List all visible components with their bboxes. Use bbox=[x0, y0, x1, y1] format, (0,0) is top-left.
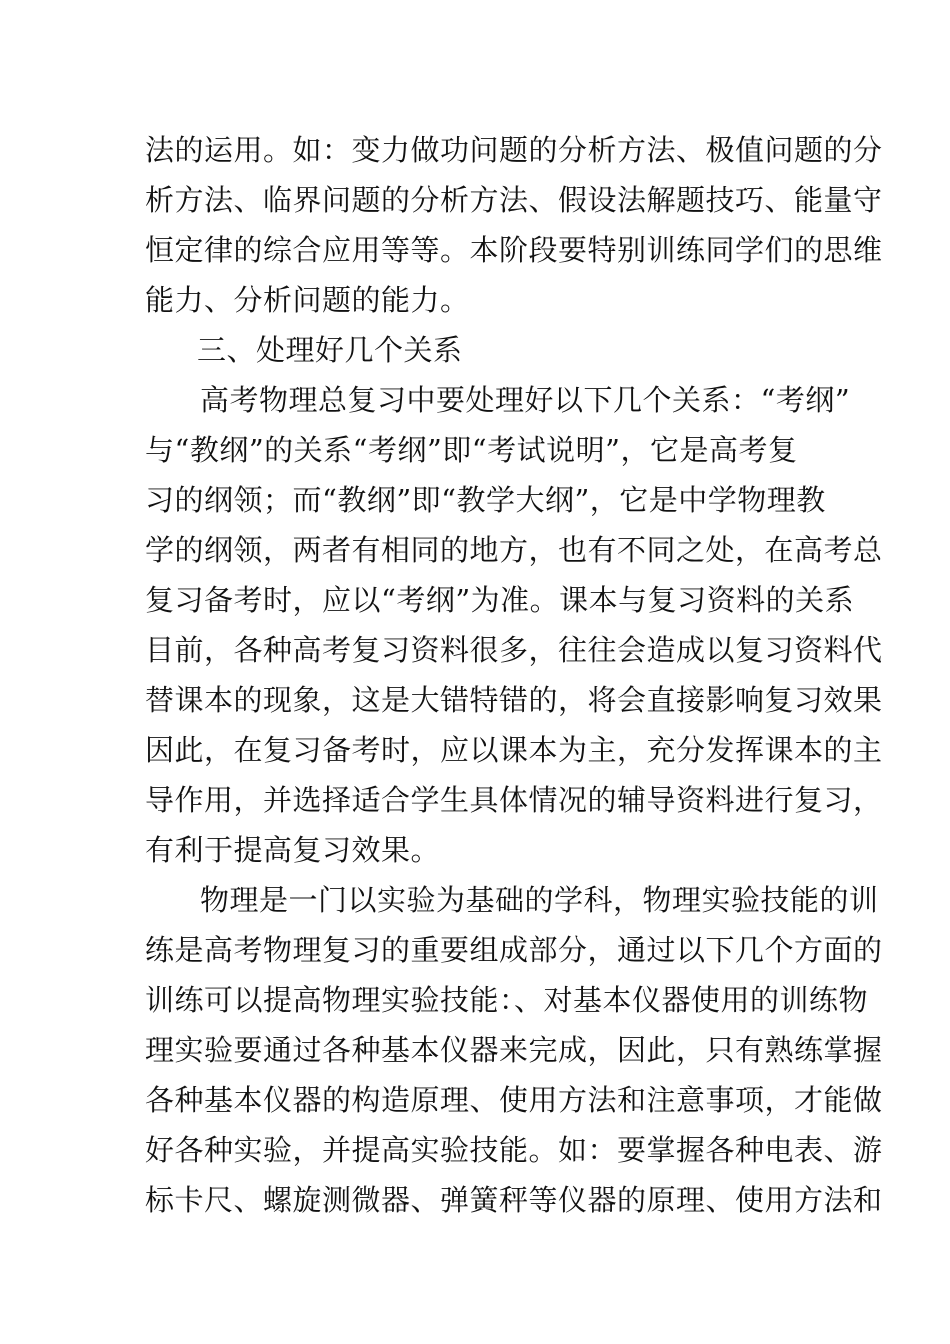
text-line: 练是高考物理复习的重要组成部分，通过以下几个方面的 bbox=[145, 933, 883, 967]
text-line: 各种基本仪器的构造原理、使用方法和注意事项，才能做 bbox=[145, 1083, 883, 1117]
text-line: 目前，各种高考复习资料很多，往往会造成以复习资料代 bbox=[145, 633, 883, 667]
text-line: 学的纲领，两者有相同的地方，也有不同之处，在高考总 bbox=[145, 533, 883, 567]
text-line: 因此，在复习备考时，应以课本为主，充分发挥课本的主 bbox=[145, 733, 883, 767]
text-line: 析方法、临界问题的分析方法、假设法解题技巧、能量守 bbox=[145, 183, 883, 217]
text-line: 训练可以提高物理实验技能：、对基本仪器使用的训练物 bbox=[145, 983, 869, 1017]
text-line: 替课本的现象，这是大错特错的，将会直接影响复习效果 bbox=[145, 683, 883, 717]
text-line: 理实验要通过各种基本仪器来完成，因此，只有熟练掌握 bbox=[145, 1033, 883, 1067]
paragraph-first-line: 高考物理总复习中要处理好以下几个关系：“考纲” bbox=[200, 383, 851, 417]
paragraph-first-line: 物理是一门以实验为基础的学科，物理实验技能的训 bbox=[200, 883, 879, 917]
text-line: 能力、分析问题的能力。 bbox=[145, 283, 470, 317]
text-line: 习的纲领；而“教纲”即“教学大纲”，它是中学物理教 bbox=[145, 483, 826, 517]
section-heading: 三、处理好几个关系 bbox=[197, 333, 463, 367]
text-line: 复习备考时，应以“考纲”为准。课本与复习资料的关系 bbox=[145, 583, 855, 617]
text-line: 有利于提高复习效果。 bbox=[145, 833, 441, 867]
text-line: 导作用，并选择适合学生具体情况的辅导资料进行复习， bbox=[145, 783, 883, 817]
text-line: 与“教纲”的关系“考纲”即“考试说明”，它是高考复 bbox=[145, 433, 798, 467]
text-line: 恒定律的综合应用等等。本阶段要特别训练同学们的思维 bbox=[145, 233, 883, 267]
text-line: 法的运用。如：变力做功问题的分析方法、极值问题的分 bbox=[145, 133, 883, 167]
text-line: 标卡尺、螺旋测微器、弹簧秤等仪器的原理、使用方法和 bbox=[145, 1183, 883, 1217]
text-line: 好各种实验，并提高实验技能。如：要掌握各种电表、游 bbox=[145, 1133, 883, 1167]
